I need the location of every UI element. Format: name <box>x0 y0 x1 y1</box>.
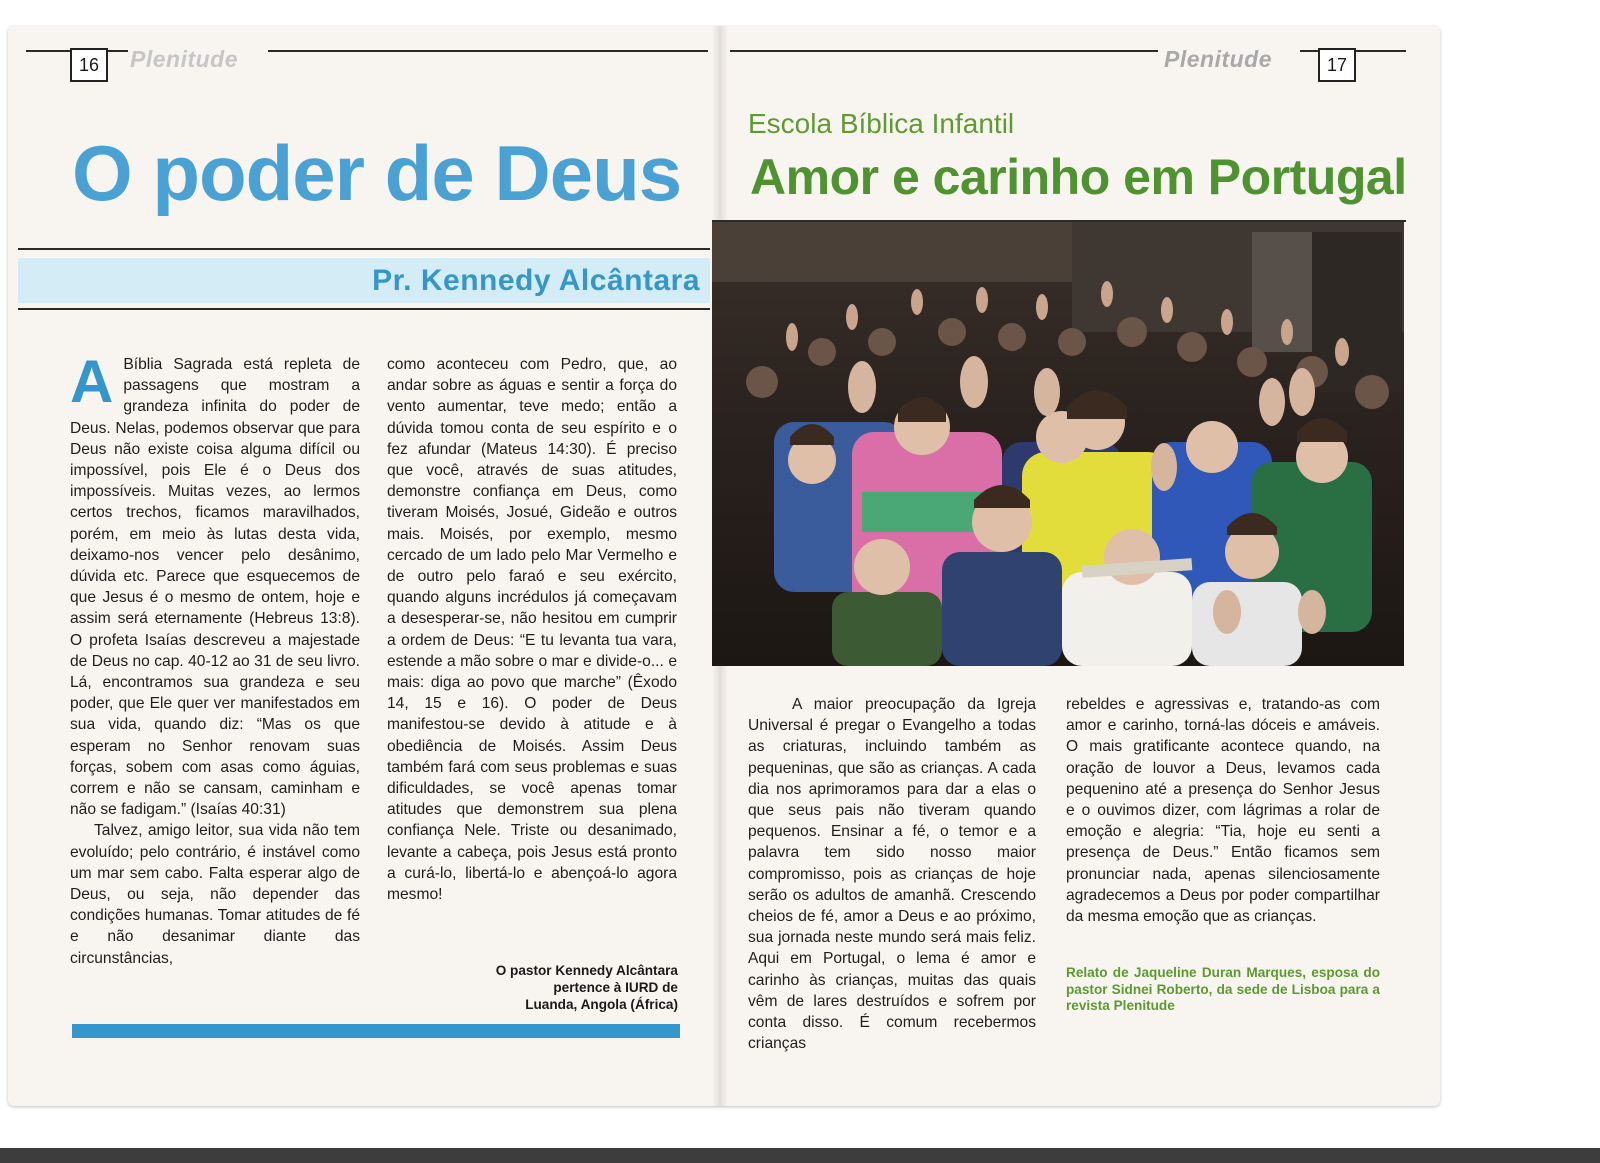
footer-blue-bar <box>72 1024 680 1038</box>
header-rule-left <box>26 50 70 52</box>
header-rule-right <box>730 50 1158 52</box>
credit-line-3: Luanda, Angola (África) <box>525 997 678 1012</box>
author-credit-right: Relato de Jaqueline Duran Marques, esposa do pastor Sidnei Roberto, da sede de Lisboa para a revista Plenitude <box>1066 965 1380 1014</box>
title-rule-bottom <box>18 308 710 310</box>
magazine-name-right: Plenitude <box>1164 46 1273 72</box>
title-rule-top <box>18 248 710 250</box>
left-column-1 <box>70 348 360 969</box>
paragraph-continued: como aconteceu com Pedro, que, ao andar sobre as águas e sentir a força do vento aumentar, teve medo; então a dúvida tomou conta de seu espírito e o fez afundar (Mateus 14:30). É preciso que você, através de suas atitudes, demonstre confiança em Deus, como tiveram Moisés, Josué, Gideão e outros mais. Moisés, por exemplo, mesmo cercado de um lado pelo Mar Vermelho e de outro pelo faraó e seu exército, quando alguns incrédulos já começavam a desesperar-se, não hesitou em cumprir a ordem de Deus: “E tu levanta tua vara, estende a mão sobre o mar e divide-o... e mais: diga ao povo que marche” (Êxodo 14, 15 e 16). O poder de Deus manifestou-se devido à atitude e à obediência de Moisés. Assim Deus também fará com seus problemas e suas dificuldades, se você apenas tomar atitudes que demonstrem sua plena confiança Nele. Triste ou desanimado, levante a cabeça, pois Jesus está pronto a curá-lo, libertá-lo e abençoá-lo agora mesmo! <box>387 356 677 904</box>
paragraph-intro: Bíblia Sagrada está repleta de passagens que mostram a grandeza infinita do poder de Deus. Nelas, podemos observar que para Deus não existe coisa alguma difícil ou impossível, pois Ele é o Deus dos impossíveis. Muitas vezes, ao lermos certos trechos, ficamos maravilhados, porém, em meio às lutas desta vida, deixamo-nos vencer pelo desânimo, dúvida etc. Parece que esquecemos de que Jesus é o mesmo de ontem, hoje e assim será eternamente (Hebreus 13:8). O profeta Isaías descreveu a majestade de Deus no cap. 40-12 ao 31 de seu livro. Lá, encontramos sua grandeza e seu poder, que Ele quer ver manifestados em sua vida, quando diz: “Mas os que esperam no Senhor renovam suas forças, sobem com asas como águias, correm e não se cansam, caminham e não se fadigam.” (Isaías 40:31) <box>70 356 360 819</box>
children-praying-photo <box>712 222 1404 666</box>
page-number-left: 16 <box>70 48 108 82</box>
paragraph-right-2: rebeldes e agressivas e, tratando-as com amor e carinho, torná-las dóceis e amáveis. O mais gratificante acontece quando, na oração de louvor a Deus, levamos cada pequenino até a presença do Senhor Jesus e o ouvimos dizer, com lágrimas a rolar de emoção e alegria: “Tia, hoje eu senti a presença de Deus.” Então ficamos sem pronunciar nada, apenas silenciosamente agradecemos a Deus por poder compartilhar da mesma emoção que as crianças. <box>1066 696 1380 926</box>
right-column-2 <box>1066 694 1380 927</box>
magazine-name-left: Plenitude <box>130 46 239 72</box>
header-rule-right-2 <box>1300 50 1318 52</box>
header-rule-left-3 <box>268 50 708 52</box>
header-rule-right-3 <box>1356 50 1406 52</box>
left-column-2 <box>387 354 677 905</box>
author-credit-left <box>388 962 678 1013</box>
credit-line-1: O pastor Kennedy Alcântara <box>495 963 678 978</box>
header-rule-left-2 <box>108 50 128 52</box>
page-number-right: 17 <box>1318 48 1356 82</box>
paragraph-second: Talvez, amigo leitor, sua vida não tem evoluído; pelo contrário, é instável como um mar sem cabo. Falta esperar algo de Deus, ou seja, não depender das condições humanas. Tomar atitudes de fé e não desanimar diante das circunstâncias, <box>70 822 360 967</box>
scan-bottom-edge <box>0 1148 1600 1163</box>
right-column-1 <box>748 694 1036 1054</box>
author-band <box>18 258 710 303</box>
credit-line-2: pertence à IURD de <box>553 980 678 995</box>
section-kicker: Escola Bíblica Infantil <box>748 108 1015 139</box>
drop-cap: A <box>70 348 114 415</box>
article-title-right: Amor e carinho em Portugal <box>750 149 1407 205</box>
article-title-left: O poder de Deus <box>72 129 682 217</box>
paragraph-right-1: A maior preocupação da Igreja Universal é pregar o Evangelho a todas as criaturas, incluindo também as pequeninas, que são as crianças. A cada dia nos aprimoramos para dar a elas o que seus pais não tiveram quando pequenos. Ensinar a fé, o temor e a palavra tem sido nosso maior compromisso, pois as crianças de hoje serão os adultos de amanhã. Crescendo cheios de fé, amor a Deus e ao próximo, sua jornada neste mundo será mais feliz. Aqui em Portugal, o lema é amor e carinho às crianças, muitas das quais vêm de lares destruídos e sofrem por conta disso. É comum recebermos crianças <box>748 696 1036 1053</box>
author-name: Pr. Kennedy Alcântara <box>372 264 700 297</box>
